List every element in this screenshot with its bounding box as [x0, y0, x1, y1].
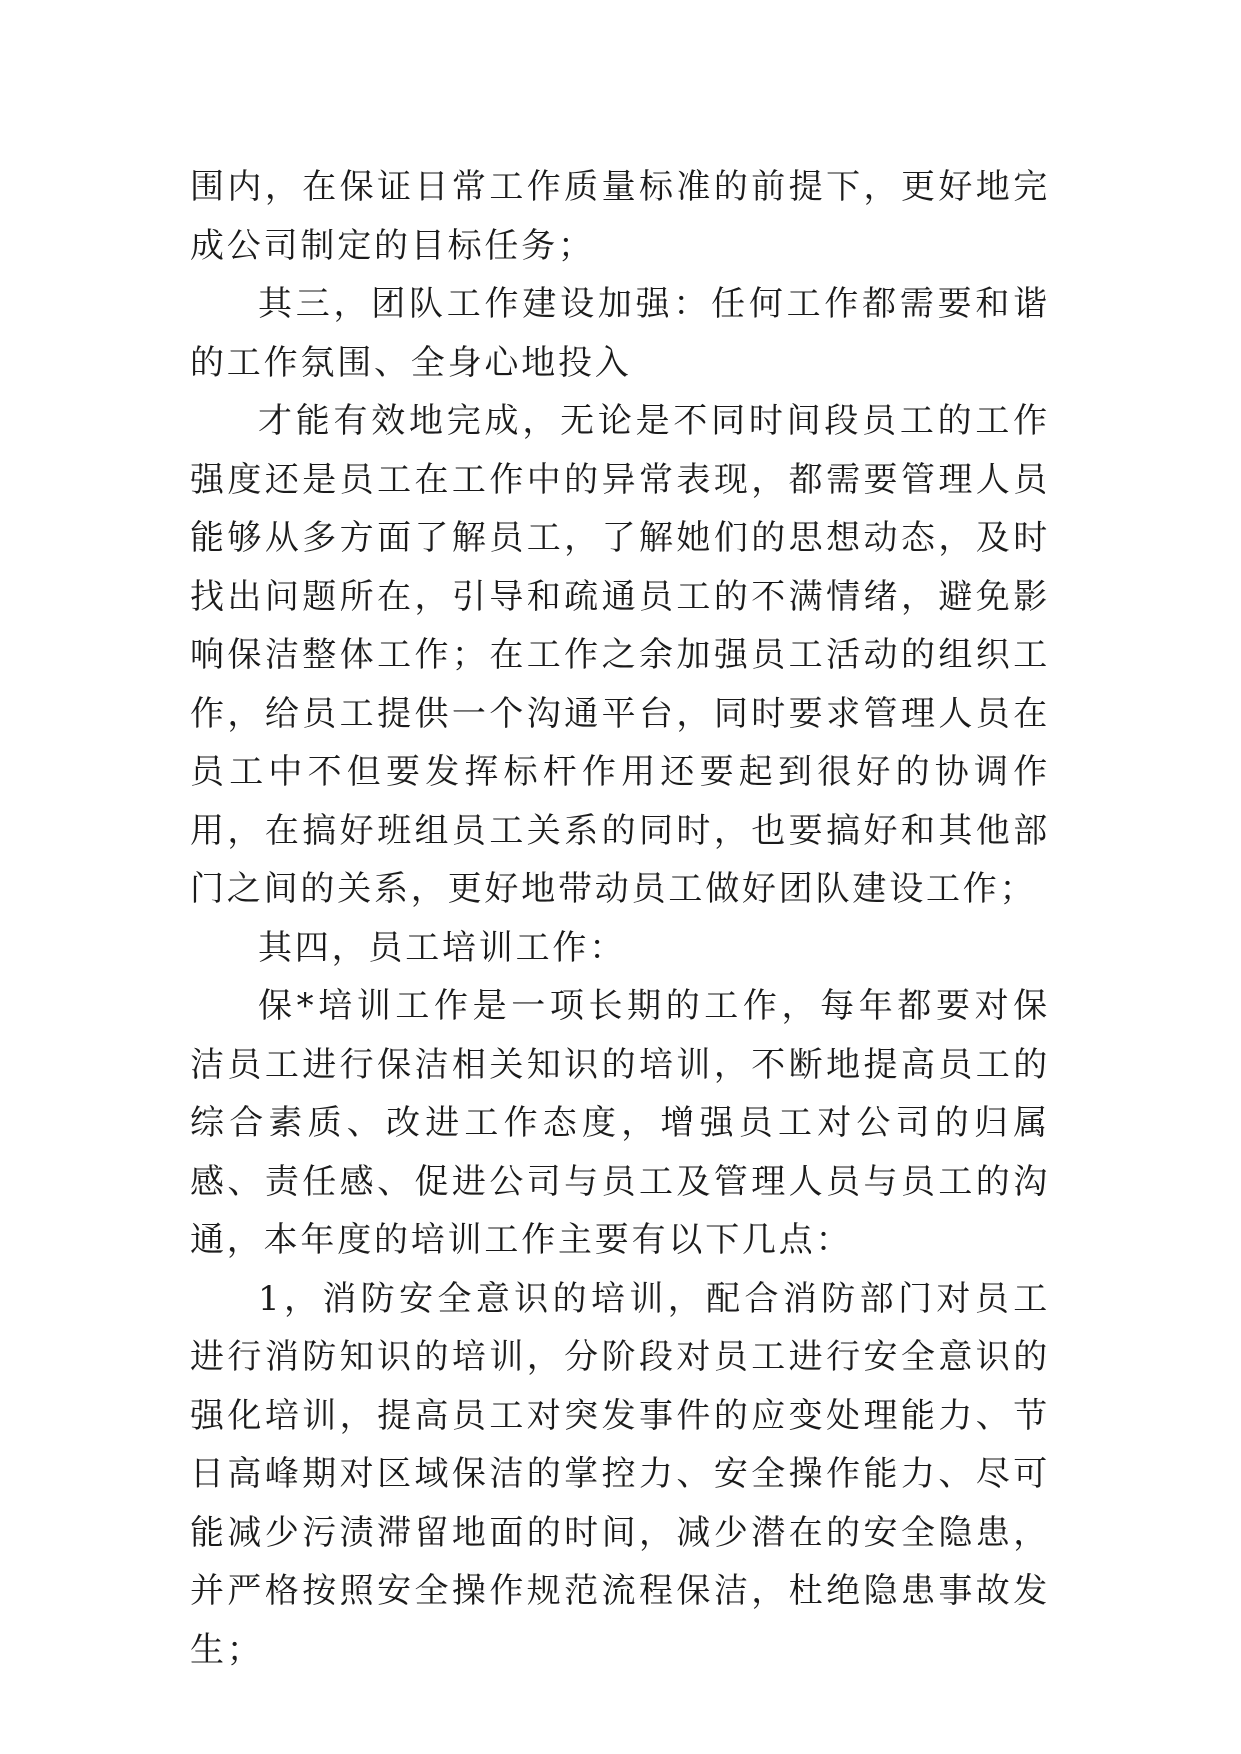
- paragraph-training-heading: 其四，员工培训工作：: [258, 927, 626, 968]
- paragraph-training-body: 保*培训工作是一项长期的工作，每年都要对保洁员工进行保洁相关知识的培训，不断地提高员工的综合素质、改进工作态度，增强员工对公司的归属感、责任感、促进公司与员工及管理人员与员工的沟通，本年度的培训工作主要有以下几点：: [190, 986, 1050, 1260]
- paragraph-team-building-body: 才能有效地完成，无论是不同时间段员工的工作强度还是员工在工作中的异常表现，都需要管理人员能够从多方面了解员工，了解她们的思想动态，及时找出问题所在，引导和疏通员工的不满情绪，避免影响保洁整体工作；在工作之余加强员工活动的组织工作，给员工提供一个沟通平台，同时要求管理人员在员工中不但要发挥标杆作用还要起到很好的协调作用，在搞好班组员工关系的同时，也要搞好和其他部门之间的关系，更好地带动员工做好团队建设工作；: [190, 401, 1050, 909]
- paragraph-continuation: 围内，在保证日常工作质量标准的前提下，更好地完成公司制定的目标任务；: [190, 167, 1050, 266]
- document-body: [190, 158, 1050, 1679]
- paragraph-team-building-heading: 其三，团队工作建设加强：任何工作都需要和谐的工作氛围、全身心地投入: [190, 284, 1050, 383]
- paragraph-fire-safety-training: 1，消防安全意识的培训，配合消防部门对员工进行消防知识的培训，分阶段对员工进行安全意识的强化培训，提高员工对突发事件的应变处理能力、节日高峰期对区域保洁的掌控力、安全操作能力、尽可能减少污渍滞留地面的时间，减少潜在的安全隐患，并严格按照安全操作规范流程保洁，杜绝隐患事故发生；: [190, 1278, 1050, 1670]
